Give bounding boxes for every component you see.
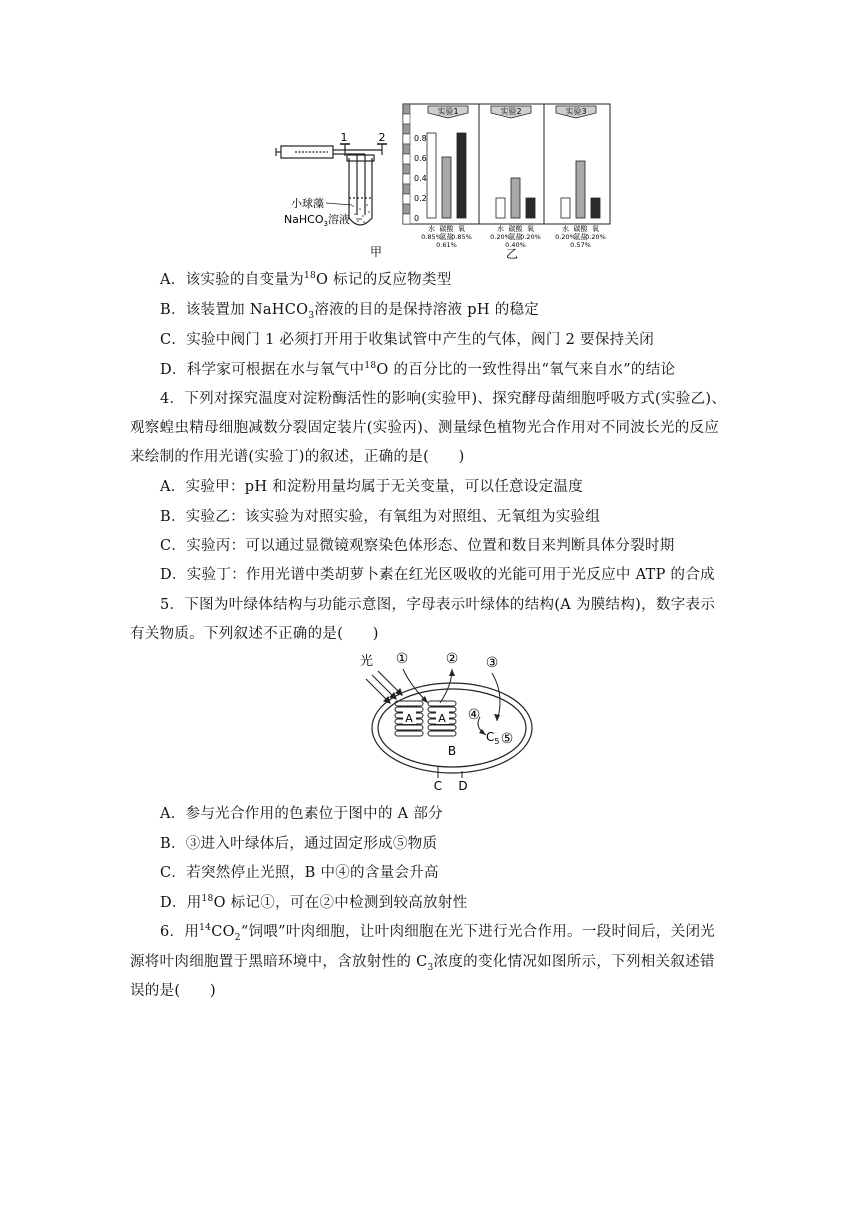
bar-category-label: 水 (562, 225, 569, 233)
y-ruler (403, 104, 410, 224)
bar-category-label: 氧 (592, 225, 599, 233)
bar (457, 133, 466, 218)
y-tick-label: 0.8 (414, 134, 427, 143)
bar (442, 157, 451, 218)
ruler-segment (403, 144, 410, 154)
chart-caption: 乙 (505, 247, 519, 261)
bar-percent-label: 0.40% (505, 241, 526, 249)
bar-category-label: 碳酸 (573, 225, 588, 233)
y-tick-label: 0.4 (414, 174, 427, 183)
label-c5: $C_5$ (486, 730, 500, 746)
bar-category-label: 氧 (527, 225, 534, 233)
label-A-1: A (405, 712, 413, 725)
label-C: C (433, 779, 443, 793)
algae-dots (352, 204, 370, 223)
q4-option-b: B．实验乙：该实验为对照实验，有氧组为对照组、无氧组为实验组 (160, 509, 601, 525)
q4-stem-line1: 4．下列对探究温度对淀粉酶活性的影响(实验甲)、探究酵母菌细胞呼吸方式(实验乙)、 (160, 391, 727, 407)
experiment-label: 实验1 (437, 107, 459, 116)
ruler-segment (403, 124, 410, 134)
bar-percent-label: 0.57% (570, 241, 591, 249)
bar (511, 178, 520, 218)
ruler-segment (403, 104, 410, 114)
label-2: ② (445, 651, 459, 667)
bar-percent-label: 0.20% (520, 233, 541, 241)
label-1: ① (395, 651, 409, 667)
ruler-segment (403, 174, 410, 184)
experiment-label: 实验2 (500, 107, 522, 116)
ruler-segment (403, 154, 410, 164)
valve-2-label: 2 (378, 131, 386, 144)
q4-option-a: A．实验甲：pH 和淀粉用量均属于无关变量，可以任意设定温度 (160, 479, 584, 495)
ruler-segment (403, 134, 410, 144)
q4-stem-line2: 观察蝗虫精母细胞减数分裂固定装片(实验丙)、测量绿色植物光合作用对不同波长光的反应 (130, 420, 720, 436)
q4-option-d: D．实验丁：作用光谱中类胡萝卜素在红光区吸收的光能可用于光反应中 ATP 的合成 (160, 567, 715, 583)
q5-stem-line2: 有关物质。下列叙述不正确的是( ) (130, 626, 379, 642)
q5-option-d: D．用$^{18}$O 标记①，可在②中检测到较高放射性 (160, 894, 468, 911)
q4-option-c: C．实验丙：可以通过显微镜观察染色体形态、位置和数目来判断具体分裂时期 (160, 538, 675, 554)
bar (526, 198, 535, 218)
bar-percent-label: 0.61% (436, 241, 457, 249)
label-A-2: A (438, 712, 446, 725)
bar (427, 133, 436, 218)
bar-category-label: 氧 (458, 225, 465, 233)
light-label: 光 (360, 654, 374, 669)
bar-percent-label: 0.85% (421, 233, 442, 241)
valve-1-label: 1 (340, 131, 348, 144)
ruler-segment (403, 164, 410, 174)
bar-percent-label: 0.20% (490, 233, 511, 241)
experiment-label: 实验3 (565, 107, 587, 116)
ruler-segment (403, 114, 410, 124)
ruler-segment (403, 214, 410, 224)
y-tick-label: 0.6 (414, 154, 427, 163)
q6-stem-line2: 源将叶肉细胞置于黑暗环境中，含放射性的 $C_3$浓度的变化情况如图所示，下列相关叙述错 (130, 954, 715, 973)
q6-stem-line1: 6．用$^{14}CO_2“$饲喂”叶肉细胞，让叶肉细胞在光下进行光合作用。一段时间后，关闭光 (160, 923, 716, 943)
bar-category-label: 碳酸 (439, 225, 454, 233)
bar (591, 198, 600, 218)
q3-option-c: C．实验中阀门 1 必须打开用于收集试管中产生的气体，阀门 2 要保持关闭 (160, 332, 655, 348)
label-B: B (447, 744, 457, 758)
apparatus-caption: 甲 (369, 245, 383, 259)
q5-option-c: C．若突然停止光照，B 中④的含量会升高 (160, 865, 439, 881)
q3-figure (0, 0, 860, 262)
label-3: ③ (485, 655, 499, 671)
bar-category-label: 氢盐 (573, 233, 588, 241)
light-arrows (366, 671, 402, 703)
ruler-segment (403, 184, 410, 194)
solution-label: NaHCO$_3$溶液 (283, 213, 350, 228)
q5-stem-line1: 5．下图为叶绿体结构与功能示意图，字母表示叶绿体的结构(A 为膜结构)，数字表示 (160, 597, 716, 613)
bar-category-label: 氢盐 (439, 233, 454, 241)
bar-percent-label: 0.20% (555, 233, 576, 241)
ruler-segment (403, 204, 410, 214)
outer-membrane (372, 683, 532, 773)
bar-category-label: 碳酸 (508, 225, 523, 233)
ruler-segment (403, 194, 410, 204)
label-4: ④ (467, 707, 481, 723)
bar-category-label: 氢盐 (508, 233, 523, 241)
label-5: ⑤ (500, 731, 514, 747)
algae-label: 小球藻 (291, 197, 324, 210)
q6-stem-line3: 误的是( ) (130, 983, 216, 999)
q5-option-b: B．③进入叶绿体后，通过固定形成⑤物质 (160, 836, 438, 852)
label-D: D (458, 779, 468, 793)
bar-category-label: 水 (497, 225, 504, 233)
q3-option-b: B．该装置加 NaHCO$_3$溶液的目的是保持溶液 pH 的稳定 (160, 302, 540, 321)
q5-option-a: A．参与光合作用的色素位于图中的 A 部分 (160, 806, 443, 822)
q4-stem-line3: 来绘制的作用光谱(实验丁)的叙述，正确的是( ) (130, 449, 465, 465)
bar-percent-label: 0.85% (451, 233, 472, 241)
q3-option-a: A．该实验的自变量为$^{18}$O 标记的反应物类型 (160, 271, 452, 288)
y-tick-label: 0 (414, 214, 420, 223)
bar (576, 161, 585, 218)
q3-option-d: D．科学家可根据在水与氧气中$^{18}$O 的百分比的一致性得出“氧气来自水”的结论 (160, 361, 676, 378)
bar (561, 198, 570, 218)
bar (496, 198, 505, 218)
bar-category-label: 水 (428, 225, 435, 233)
bar-percent-label: 0.20% (585, 233, 606, 241)
chloroplast-diagram (0, 645, 860, 795)
bar-chart (403, 104, 610, 249)
y-tick-label: 0.2 (414, 194, 427, 203)
